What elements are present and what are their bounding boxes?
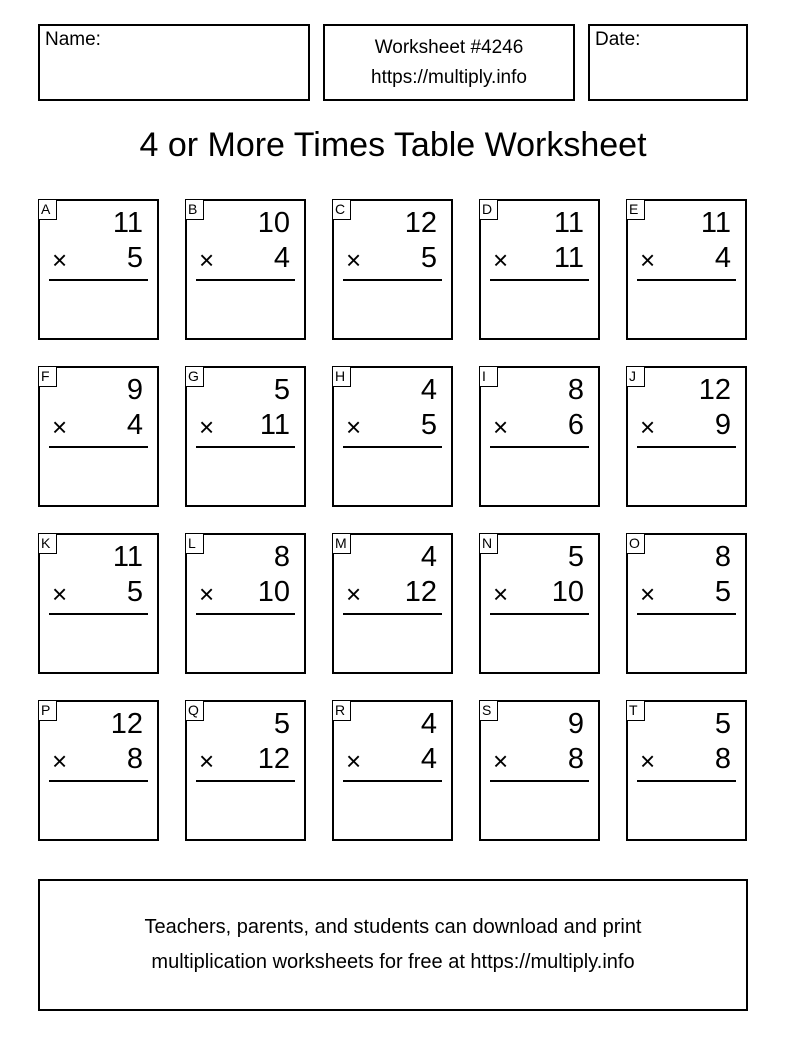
problem-letter: L — [185, 533, 204, 554]
multiply-sign: × — [199, 412, 215, 442]
multiplier: 4 — [420, 743, 437, 775]
multiply-sign: × — [52, 579, 68, 609]
multiplicand: 11 — [553, 207, 584, 239]
worksheet-id-box — [323, 24, 575, 101]
multiply-sign: × — [199, 746, 215, 776]
multiply-sign: × — [640, 412, 656, 442]
multiplicand: 9 — [567, 708, 584, 740]
multiplier: 4 — [714, 242, 731, 274]
answer-line — [343, 279, 442, 281]
multiply-sign: × — [199, 245, 215, 275]
problem-card[interactable] — [185, 366, 306, 507]
problem-letter: T — [626, 700, 645, 721]
multiplicand: 11 — [700, 207, 731, 239]
multiplicand: 12 — [110, 708, 143, 740]
multiplier: 5 — [420, 242, 437, 274]
multiply-sign: × — [199, 579, 215, 609]
problem-letter: G — [185, 366, 204, 387]
multiply-sign: × — [346, 579, 362, 609]
problem-card[interactable] — [626, 366, 747, 507]
footer-box — [38, 879, 748, 1011]
answer-line — [637, 446, 736, 448]
multiplicand: 8 — [273, 541, 290, 573]
multiplicand: 8 — [567, 374, 584, 406]
name-field[interactable] — [38, 24, 310, 101]
multiplicand: 9 — [126, 374, 143, 406]
problem-card[interactable] — [332, 366, 453, 507]
answer-line — [343, 780, 442, 782]
problem-letter: K — [38, 533, 57, 554]
worksheet-number: Worksheet #4246 — [374, 37, 524, 58]
answer-line — [490, 279, 589, 281]
problem-card[interactable] — [479, 533, 600, 674]
footer-line-2: multiplication worksheets for free at https://multiply.info — [151, 951, 635, 973]
problem-card[interactable] — [38, 533, 159, 674]
problem-card[interactable] — [185, 533, 306, 674]
answer-line — [49, 279, 148, 281]
answer-line — [490, 446, 589, 448]
multiplier: 5 — [714, 576, 731, 608]
problem-letter: M — [332, 533, 351, 554]
multiply-sign: × — [346, 746, 362, 776]
multiplicand: 8 — [714, 541, 731, 573]
answer-line — [637, 279, 736, 281]
multiplicand: 5 — [273, 708, 290, 740]
multiply-sign: × — [493, 579, 509, 609]
multiplicand: 11 — [112, 541, 143, 573]
problem-letter: I — [479, 366, 498, 387]
multiplier: 8 — [714, 743, 731, 775]
problem-card[interactable] — [185, 199, 306, 340]
multiply-sign: × — [346, 412, 362, 442]
problem-card[interactable] — [479, 366, 600, 507]
problem-card[interactable] — [332, 533, 453, 674]
answer-line — [637, 613, 736, 615]
problem-card[interactable] — [332, 700, 453, 841]
problem-letter: C — [332, 199, 351, 220]
date-label: Date: — [595, 29, 641, 50]
problem-card[interactable] — [185, 700, 306, 841]
multiplicand: 5 — [273, 374, 290, 406]
multiplier: 11 — [553, 242, 584, 274]
date-field[interactable] — [588, 24, 748, 101]
multiplier: 8 — [126, 743, 143, 775]
answer-line — [49, 446, 148, 448]
problem-card[interactable] — [626, 533, 747, 674]
answer-line — [490, 613, 589, 615]
problem-letter: P — [38, 700, 57, 721]
worksheet-title: 4 or More Times Table Worksheet — [139, 126, 647, 164]
problem-letter: N — [479, 533, 498, 554]
problem-letter: Q — [185, 700, 204, 721]
multiplier: 10 — [551, 576, 584, 608]
problem-card[interactable] — [479, 700, 600, 841]
answer-line — [196, 446, 295, 448]
multiply-sign: × — [640, 245, 656, 275]
multiplicand: 10 — [257, 207, 290, 239]
multiplier: 4 — [273, 242, 290, 274]
multiplier: 10 — [257, 576, 290, 608]
multiplier: 4 — [126, 409, 143, 441]
multiplicand: 4 — [420, 708, 437, 740]
multiplier: 9 — [714, 409, 731, 441]
multiply-sign: × — [493, 412, 509, 442]
multiply-sign: × — [640, 746, 656, 776]
answer-line — [490, 780, 589, 782]
problem-letter: D — [479, 199, 498, 220]
multiplier: 8 — [567, 743, 584, 775]
multiplicand: 5 — [567, 541, 584, 573]
website-link[interactable]: https://multiply.info — [371, 67, 527, 88]
problem-card[interactable] — [38, 700, 159, 841]
problem-letter: H — [332, 366, 351, 387]
multiply-sign: × — [52, 412, 68, 442]
problem-card[interactable] — [332, 199, 453, 340]
multiplicand: 4 — [420, 541, 437, 573]
multiply-sign: × — [346, 245, 362, 275]
multiply-sign: × — [52, 746, 68, 776]
multiply-sign: × — [640, 579, 656, 609]
problem-letter: E — [626, 199, 645, 220]
footer-line-1: Teachers, parents, and students can download and print — [144, 916, 642, 938]
multiplicand: 12 — [404, 207, 437, 239]
problem-letter: O — [626, 533, 645, 554]
multiplier: 6 — [567, 409, 584, 441]
multiplicand: 12 — [698, 374, 731, 406]
multiplicand: 4 — [420, 374, 437, 406]
multiply-sign: × — [52, 245, 68, 275]
problem-letter: A — [38, 199, 57, 220]
answer-line — [343, 613, 442, 615]
multiplier: 5 — [126, 242, 143, 274]
multiplier: 5 — [126, 576, 143, 608]
multiplier: 5 — [420, 409, 437, 441]
multiplicand: 11 — [112, 207, 143, 239]
problem-card[interactable] — [479, 199, 600, 340]
problem-card[interactable] — [38, 366, 159, 507]
problem-letter: F — [38, 366, 57, 387]
multiplier: 12 — [257, 743, 290, 775]
problem-letter: R — [332, 700, 351, 721]
multiplicand: 5 — [714, 708, 731, 740]
answer-line — [196, 279, 295, 281]
multiplier: 11 — [259, 409, 290, 441]
problem-card[interactable] — [626, 199, 747, 340]
problem-letter: J — [626, 366, 645, 387]
answer-line — [637, 780, 736, 782]
answer-line — [343, 446, 442, 448]
problem-letter: S — [479, 700, 498, 721]
multiplier: 12 — [404, 576, 437, 608]
problem-letter: B — [185, 199, 204, 220]
answer-line — [49, 613, 148, 615]
multiply-sign: × — [493, 746, 509, 776]
answer-line — [196, 613, 295, 615]
problem-card[interactable] — [38, 199, 159, 340]
problem-card[interactable] — [626, 700, 747, 841]
answer-line — [196, 780, 295, 782]
name-label: Name: — [45, 29, 101, 50]
multiply-sign: × — [493, 245, 509, 275]
answer-line — [49, 780, 148, 782]
